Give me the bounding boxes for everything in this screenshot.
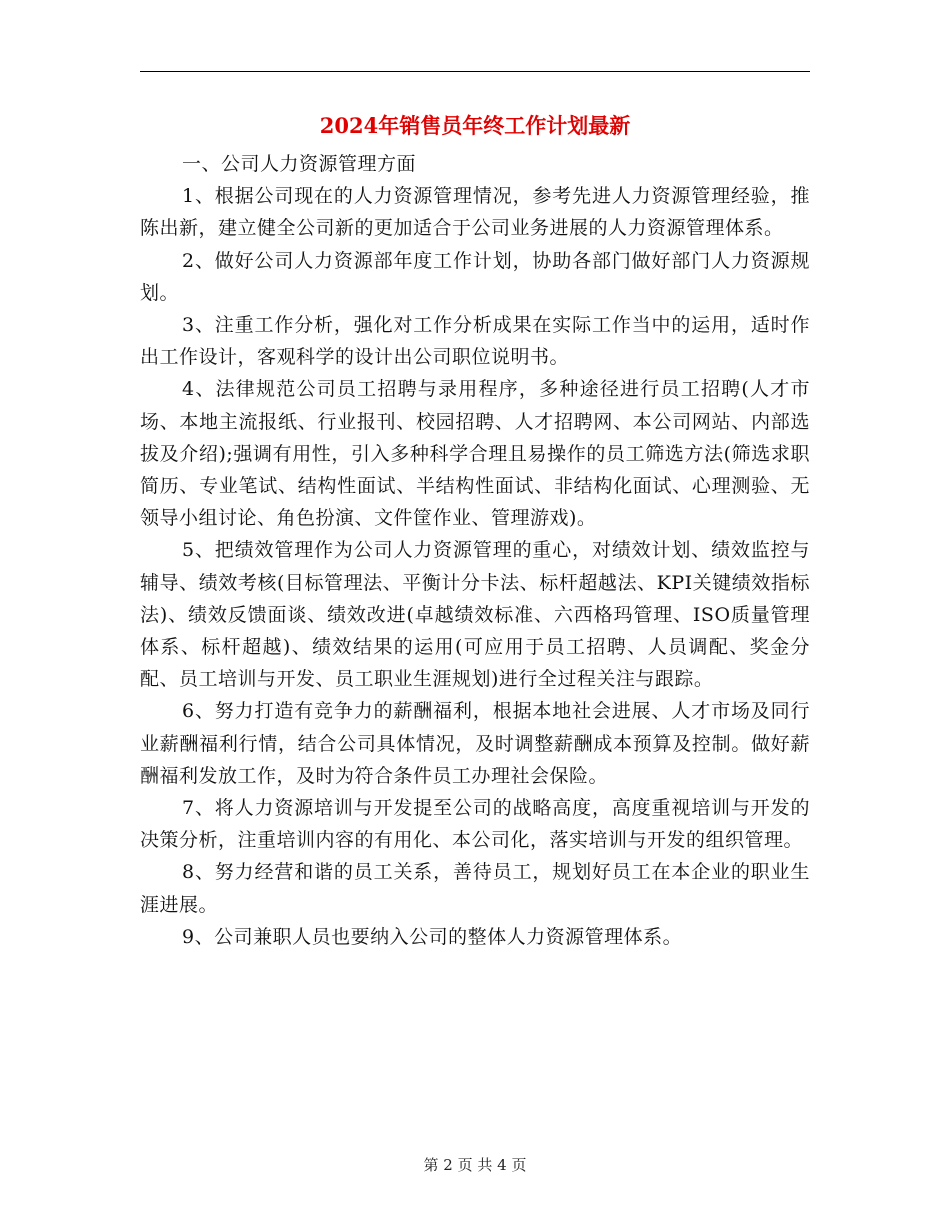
paragraph-item-9: 9、公司兼职人员也要纳入公司的整体人力资源管理体系。 (182, 925, 683, 948)
paragraph-item-6: 6、努力打造有竞争力的薪酬福利，根据本地社会进展、人才市场及同行业薪酬福利行情，结合公司具体情况，及时调整薪酬成本预算及控制。做好薪酬福利发放工作，及时为符合条件员工办理社会保险。 (140, 700, 810, 787)
page-number-footer: 第 2 页 共 4 页 (423, 1156, 527, 1174)
paragraph-item-4: 4、法律规范公司员工招聘与录用程序，多种途径进行员工招聘(人才市场、本地主流报纸、行业报刊、校园招聘、人才招聘网、本公司网站、内部选拔及介绍);强调有用性，引入多种科学合理且易操作的员工筛选方法(筛选求职简历、专业笔试、结构性面试、半结构性面试、非结构化面试、心理测验、无领导小组讨论、角色扮演、文件筐作业、管理游戏)。 (140, 378, 810, 530)
paragraph-item-7: 7、将人力资源培训与开发提至公司的战略高度，高度重视培训与开发的决策分析，注重培训内容的有用化、本公司化，落实培训与开发的组织管理。 (140, 797, 810, 852)
paragraph-item-5: 5、把绩效管理作为公司人力资源管理的重心，对绩效计划、绩效监控与辅导、绩效考核(目标管理法、平衡计分卡法、标杆超越法、KPI关键绩效指标法)、绩效反馈面谈、绩效改进(卓越绩效标准、六西格玛管理、ISO质量管理体系、标杆超越)、绩效结果的运用(可应用于员工招聘、人员调配、奖金分配、员工培训与开发、员工职业生涯规划)进行全过程关注与跟踪。 (140, 539, 810, 691)
header-rule (140, 71, 810, 72)
document-title: 2024年销售员年终工作计划最新 (319, 113, 631, 138)
section-heading: 一、公司人力资源管理方面 (182, 153, 417, 175)
document-body (140, 148, 810, 953)
paragraph-item-1: 1、根据公司现在的人力资源管理情况，参考先进人力资源管理经验，推陈出新，建立健全公司新的更加适合于公司业务进展的人力资源管理体系。 (140, 185, 810, 240)
paragraph-item-8: 8、努力经营和谐的员工关系，善待员工，规划好员工在本企业的职业生涯进展。 (140, 861, 810, 916)
paragraph-item-2: 2、做好公司人力资源部年度工作计划，协助各部门做好部门人力资源规划。 (140, 249, 810, 304)
paragraph-item-3: 3、注重工作分析，强化对工作分析成果在实际工作当中的运用，适时作出工作设计，客观科学的设计出公司职位说明书。 (140, 314, 810, 369)
